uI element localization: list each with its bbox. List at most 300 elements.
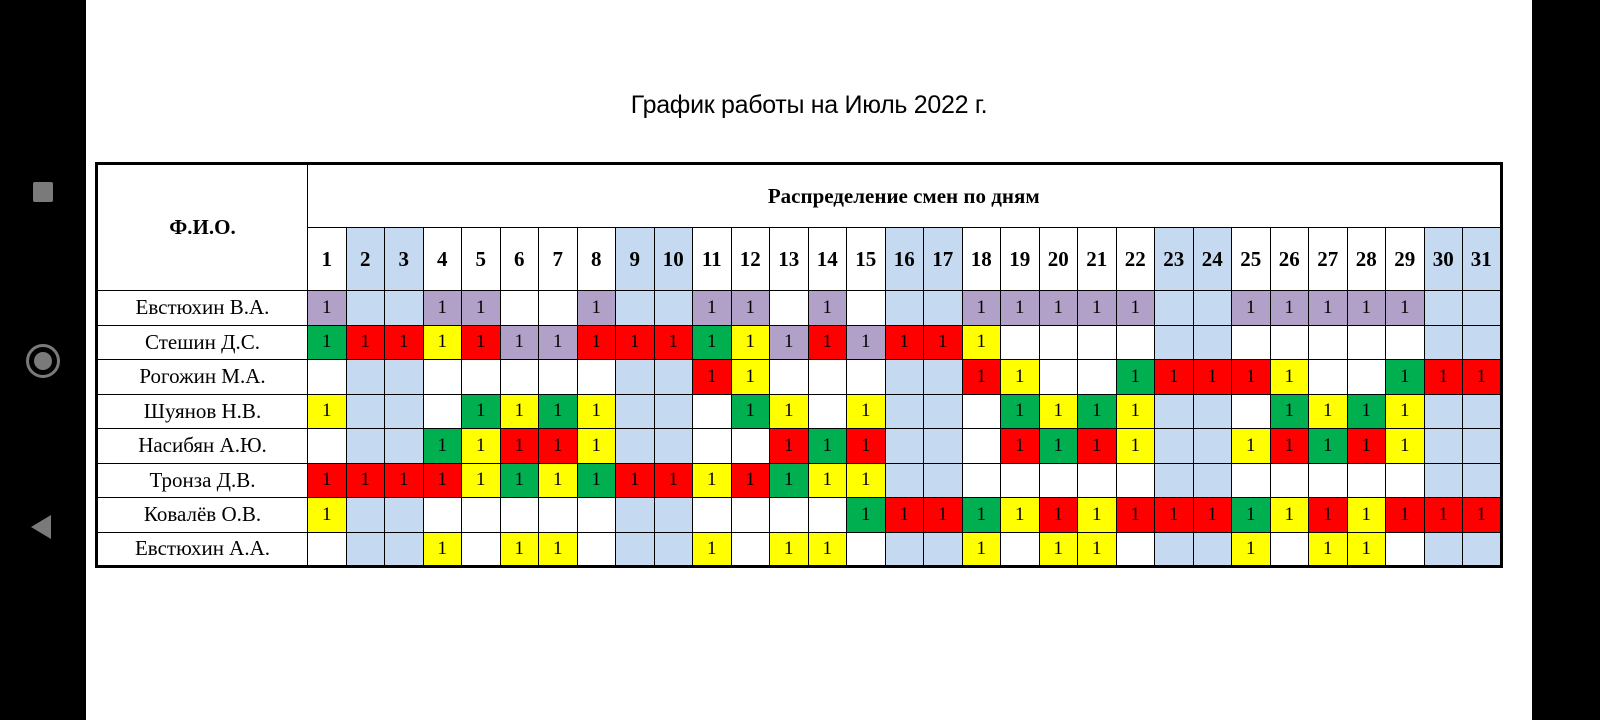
days-group-header: Распределение смен по дням bbox=[308, 164, 1502, 228]
empty-cell bbox=[1232, 325, 1271, 360]
back-triangle-icon bbox=[31, 515, 51, 539]
empty-cell bbox=[1193, 325, 1232, 360]
empty-cell bbox=[924, 360, 963, 395]
navigation-bar bbox=[0, 0, 86, 720]
shift-cell: 1 bbox=[1232, 429, 1271, 464]
day-header-12: 12 bbox=[731, 228, 770, 291]
empty-cell bbox=[924, 532, 963, 567]
shift-cell: 1 bbox=[1039, 429, 1078, 464]
day-header-27: 27 bbox=[1309, 228, 1348, 291]
empty-cell bbox=[1193, 463, 1232, 498]
shift-cell: 1 bbox=[539, 325, 578, 360]
shift-cell: 1 bbox=[847, 325, 886, 360]
empty-cell bbox=[885, 360, 924, 395]
empty-cell bbox=[1193, 394, 1232, 429]
empty-cell bbox=[1155, 291, 1194, 326]
empty-cell bbox=[654, 498, 693, 533]
empty-cell bbox=[1116, 325, 1155, 360]
square-icon bbox=[33, 182, 53, 202]
empty-cell bbox=[1463, 463, 1502, 498]
empty-cell bbox=[423, 498, 462, 533]
shift-cell: 1 bbox=[423, 532, 462, 567]
empty-cell bbox=[1155, 429, 1194, 464]
employee-name: Стешин Д.С. bbox=[97, 325, 308, 360]
empty-cell bbox=[654, 429, 693, 464]
empty-cell bbox=[1463, 291, 1502, 326]
empty-cell bbox=[346, 360, 385, 395]
shift-cell: 1 bbox=[500, 532, 539, 567]
empty-cell bbox=[346, 429, 385, 464]
day-header-14: 14 bbox=[808, 228, 847, 291]
empty-cell bbox=[1270, 463, 1309, 498]
shift-cell: 1 bbox=[423, 291, 462, 326]
shift-cell: 1 bbox=[539, 394, 578, 429]
day-header-2: 2 bbox=[346, 228, 385, 291]
empty-cell bbox=[1424, 394, 1463, 429]
empty-cell bbox=[654, 360, 693, 395]
empty-cell bbox=[616, 498, 655, 533]
empty-cell bbox=[616, 394, 655, 429]
shift-cell: 1 bbox=[1078, 291, 1117, 326]
empty-cell bbox=[693, 394, 732, 429]
shift-cell: 1 bbox=[423, 463, 462, 498]
shift-cell: 1 bbox=[1270, 394, 1309, 429]
empty-cell bbox=[1347, 325, 1386, 360]
shift-cell: 1 bbox=[962, 498, 1001, 533]
shift-cell: 1 bbox=[1347, 291, 1386, 326]
circle-icon bbox=[26, 344, 60, 378]
shift-cell: 1 bbox=[1039, 291, 1078, 326]
shift-cell: 1 bbox=[462, 325, 501, 360]
shift-cell: 1 bbox=[1386, 394, 1425, 429]
shift-cell: 1 bbox=[731, 291, 770, 326]
employee-name: Евстюхин А.А. bbox=[97, 532, 308, 567]
day-header-11: 11 bbox=[693, 228, 732, 291]
empty-cell bbox=[462, 532, 501, 567]
empty-cell bbox=[346, 291, 385, 326]
empty-cell bbox=[1155, 394, 1194, 429]
shift-cell: 1 bbox=[1078, 498, 1117, 533]
empty-cell bbox=[770, 498, 809, 533]
shift-cell: 1 bbox=[1463, 498, 1502, 533]
day-header-18: 18 bbox=[962, 228, 1001, 291]
empty-cell bbox=[654, 291, 693, 326]
table-row bbox=[97, 463, 1502, 498]
day-header-24: 24 bbox=[1193, 228, 1232, 291]
shift-cell: 1 bbox=[500, 394, 539, 429]
empty-cell bbox=[1193, 429, 1232, 464]
table-row bbox=[97, 429, 1502, 464]
shift-cell: 1 bbox=[1347, 532, 1386, 567]
shift-cell: 1 bbox=[539, 429, 578, 464]
empty-cell bbox=[616, 291, 655, 326]
page-title: График работы на Июль 2022 г. bbox=[630, 91, 988, 119]
empty-cell bbox=[500, 360, 539, 395]
empty-cell bbox=[1347, 463, 1386, 498]
shift-cell: 1 bbox=[770, 429, 809, 464]
empty-cell bbox=[1078, 325, 1117, 360]
shift-cell: 1 bbox=[1347, 498, 1386, 533]
shift-cell: 1 bbox=[1232, 291, 1271, 326]
empty-cell bbox=[1001, 463, 1040, 498]
empty-cell bbox=[885, 429, 924, 464]
empty-cell bbox=[1193, 291, 1232, 326]
empty-cell bbox=[1309, 360, 1348, 395]
shift-cell: 1 bbox=[1270, 360, 1309, 395]
empty-cell bbox=[1155, 325, 1194, 360]
day-header-7: 7 bbox=[539, 228, 578, 291]
empty-cell bbox=[693, 429, 732, 464]
shift-cell: 1 bbox=[1347, 394, 1386, 429]
shift-cell: 1 bbox=[962, 360, 1001, 395]
shift-cell: 1 bbox=[962, 532, 1001, 567]
empty-cell bbox=[924, 291, 963, 326]
empty-cell bbox=[731, 429, 770, 464]
shift-cell: 1 bbox=[962, 291, 1001, 326]
shift-cell: 1 bbox=[539, 532, 578, 567]
empty-cell bbox=[577, 498, 616, 533]
shift-cell: 1 bbox=[346, 325, 385, 360]
empty-cell bbox=[1039, 360, 1078, 395]
shift-cell: 1 bbox=[1309, 532, 1348, 567]
shift-cell: 1 bbox=[847, 429, 886, 464]
empty-cell bbox=[1386, 463, 1425, 498]
shift-cell: 1 bbox=[1309, 498, 1348, 533]
empty-cell bbox=[1424, 429, 1463, 464]
day-header-10: 10 bbox=[654, 228, 693, 291]
shift-cell: 1 bbox=[1116, 394, 1155, 429]
day-header-5: 5 bbox=[462, 228, 501, 291]
day-header-28: 28 bbox=[1347, 228, 1386, 291]
shift-cell: 1 bbox=[770, 325, 809, 360]
shift-cell: 1 bbox=[693, 463, 732, 498]
shift-cell: 1 bbox=[462, 429, 501, 464]
shift-cell: 1 bbox=[1001, 291, 1040, 326]
day-number-row bbox=[97, 228, 1502, 291]
empty-cell bbox=[308, 360, 347, 395]
shift-cell: 1 bbox=[423, 429, 462, 464]
empty-cell bbox=[616, 532, 655, 567]
day-header-15: 15 bbox=[847, 228, 886, 291]
shift-cell: 1 bbox=[808, 463, 847, 498]
empty-cell bbox=[1309, 463, 1348, 498]
employee-name: Евстюхин В.А. bbox=[97, 291, 308, 326]
empty-cell bbox=[731, 498, 770, 533]
empty-cell bbox=[423, 360, 462, 395]
empty-cell bbox=[385, 498, 424, 533]
empty-cell bbox=[1424, 532, 1463, 567]
empty-cell bbox=[1232, 394, 1271, 429]
shift-cell: 1 bbox=[577, 429, 616, 464]
shift-cell: 1 bbox=[385, 325, 424, 360]
empty-cell bbox=[1309, 325, 1348, 360]
shift-cell: 1 bbox=[924, 325, 963, 360]
shift-cell: 1 bbox=[731, 394, 770, 429]
empty-cell bbox=[1193, 532, 1232, 567]
shift-cell: 1 bbox=[1193, 360, 1232, 395]
day-header-8: 8 bbox=[577, 228, 616, 291]
day-header-9: 9 bbox=[616, 228, 655, 291]
shift-cell: 1 bbox=[616, 325, 655, 360]
table-row bbox=[97, 532, 1502, 567]
shift-cell: 1 bbox=[462, 463, 501, 498]
shift-cell: 1 bbox=[577, 325, 616, 360]
back-button[interactable] bbox=[22, 506, 64, 548]
empty-cell bbox=[308, 429, 347, 464]
shift-cell: 1 bbox=[1078, 394, 1117, 429]
recent-apps-button[interactable] bbox=[22, 171, 64, 213]
empty-cell bbox=[1463, 532, 1502, 567]
empty-cell bbox=[1001, 532, 1040, 567]
empty-cell bbox=[847, 291, 886, 326]
shift-cell: 1 bbox=[1232, 532, 1271, 567]
empty-cell bbox=[1039, 325, 1078, 360]
empty-cell bbox=[1001, 325, 1040, 360]
employee-name: Рогожин М.А. bbox=[97, 360, 308, 395]
empty-cell bbox=[885, 532, 924, 567]
empty-cell bbox=[462, 360, 501, 395]
shift-schedule-table bbox=[95, 162, 1503, 568]
employee-name: Насибян А.Ю. bbox=[97, 429, 308, 464]
empty-cell bbox=[308, 532, 347, 567]
empty-cell bbox=[885, 394, 924, 429]
shift-cell: 1 bbox=[1270, 429, 1309, 464]
empty-cell bbox=[808, 360, 847, 395]
shift-cell: 1 bbox=[808, 291, 847, 326]
shift-cell: 1 bbox=[770, 463, 809, 498]
table-row bbox=[97, 394, 1502, 429]
empty-cell bbox=[770, 360, 809, 395]
shift-cell: 1 bbox=[1116, 498, 1155, 533]
shift-cell: 1 bbox=[616, 463, 655, 498]
day-header-23: 23 bbox=[1155, 228, 1194, 291]
empty-cell bbox=[616, 429, 655, 464]
shift-cell: 1 bbox=[693, 325, 732, 360]
shift-cell: 1 bbox=[1347, 429, 1386, 464]
empty-cell bbox=[385, 429, 424, 464]
employee-name: Тронза Д.В. bbox=[97, 463, 308, 498]
shift-cell: 1 bbox=[1039, 498, 1078, 533]
shift-cell: 1 bbox=[1309, 291, 1348, 326]
shift-cell: 1 bbox=[346, 463, 385, 498]
empty-cell bbox=[1424, 325, 1463, 360]
shift-cell: 1 bbox=[1309, 429, 1348, 464]
shift-cell: 1 bbox=[693, 532, 732, 567]
shift-cell: 1 bbox=[539, 463, 578, 498]
shift-cell: 1 bbox=[462, 394, 501, 429]
shift-cell: 1 bbox=[1001, 429, 1040, 464]
empty-cell bbox=[654, 532, 693, 567]
day-header-4: 4 bbox=[423, 228, 462, 291]
shift-cell: 1 bbox=[885, 325, 924, 360]
shift-cell: 1 bbox=[308, 325, 347, 360]
name-column-header: Ф.И.О. bbox=[97, 164, 308, 291]
employee-name: Шуянов Н.В. bbox=[97, 394, 308, 429]
shift-cell: 1 bbox=[1232, 498, 1271, 533]
shift-cell: 1 bbox=[770, 394, 809, 429]
empty-cell bbox=[1424, 463, 1463, 498]
empty-cell bbox=[1078, 360, 1117, 395]
empty-cell bbox=[1232, 463, 1271, 498]
shift-cell: 1 bbox=[1155, 498, 1194, 533]
shift-cell: 1 bbox=[1001, 394, 1040, 429]
empty-cell bbox=[462, 498, 501, 533]
empty-cell bbox=[770, 291, 809, 326]
day-header-26: 26 bbox=[1270, 228, 1309, 291]
shift-cell: 1 bbox=[462, 291, 501, 326]
empty-cell bbox=[1116, 532, 1155, 567]
empty-cell bbox=[577, 532, 616, 567]
empty-cell bbox=[731, 532, 770, 567]
empty-cell bbox=[1270, 532, 1309, 567]
empty-cell bbox=[346, 394, 385, 429]
table-row bbox=[97, 360, 1502, 395]
shift-cell: 1 bbox=[1424, 498, 1463, 533]
table-row bbox=[97, 325, 1502, 360]
shift-cell: 1 bbox=[693, 291, 732, 326]
empty-cell bbox=[385, 532, 424, 567]
day-header-20: 20 bbox=[1039, 228, 1078, 291]
shift-cell: 1 bbox=[1386, 429, 1425, 464]
shift-cell: 1 bbox=[808, 429, 847, 464]
empty-cell bbox=[1116, 463, 1155, 498]
empty-cell bbox=[885, 463, 924, 498]
shift-cell: 1 bbox=[1116, 291, 1155, 326]
day-header-30: 30 bbox=[1424, 228, 1463, 291]
shift-cell: 1 bbox=[577, 291, 616, 326]
empty-cell bbox=[385, 360, 424, 395]
shift-cell: 1 bbox=[308, 291, 347, 326]
empty-cell bbox=[346, 532, 385, 567]
shift-cell: 1 bbox=[847, 394, 886, 429]
shift-cell: 1 bbox=[423, 325, 462, 360]
shift-cell: 1 bbox=[500, 325, 539, 360]
home-button[interactable] bbox=[22, 340, 64, 382]
empty-cell bbox=[616, 360, 655, 395]
empty-cell bbox=[346, 498, 385, 533]
shift-cell: 1 bbox=[308, 394, 347, 429]
empty-cell bbox=[385, 394, 424, 429]
empty-cell bbox=[1155, 532, 1194, 567]
document-page bbox=[86, 0, 1532, 720]
shift-cell: 1 bbox=[1193, 498, 1232, 533]
shift-cell: 1 bbox=[847, 498, 886, 533]
empty-cell bbox=[539, 498, 578, 533]
empty-cell bbox=[500, 291, 539, 326]
shift-cell: 1 bbox=[577, 394, 616, 429]
shift-cell: 1 bbox=[1001, 360, 1040, 395]
shift-cell: 1 bbox=[731, 360, 770, 395]
empty-cell bbox=[847, 360, 886, 395]
shift-cell: 1 bbox=[1386, 360, 1425, 395]
empty-cell bbox=[1386, 325, 1425, 360]
shift-cell: 1 bbox=[808, 532, 847, 567]
shift-cell: 1 bbox=[1039, 532, 1078, 567]
shift-cell: 1 bbox=[1078, 532, 1117, 567]
empty-cell bbox=[500, 498, 539, 533]
right-black-bar bbox=[1532, 0, 1600, 720]
empty-cell bbox=[1386, 532, 1425, 567]
day-header-16: 16 bbox=[885, 228, 924, 291]
day-header-3: 3 bbox=[385, 228, 424, 291]
empty-cell bbox=[1078, 463, 1117, 498]
empty-cell bbox=[962, 463, 1001, 498]
shift-cell: 1 bbox=[885, 498, 924, 533]
employee-name: Ковалёв О.В. bbox=[97, 498, 308, 533]
empty-cell bbox=[924, 394, 963, 429]
shift-cell: 1 bbox=[308, 498, 347, 533]
shift-cell: 1 bbox=[1116, 429, 1155, 464]
shift-cell: 1 bbox=[1232, 360, 1271, 395]
day-header-17: 17 bbox=[924, 228, 963, 291]
shift-cell: 1 bbox=[1463, 360, 1502, 395]
shift-cell: 1 bbox=[1116, 360, 1155, 395]
shift-cell: 1 bbox=[693, 360, 732, 395]
empty-cell bbox=[962, 429, 1001, 464]
day-header-29: 29 bbox=[1386, 228, 1425, 291]
empty-cell bbox=[1463, 429, 1502, 464]
empty-cell bbox=[539, 360, 578, 395]
empty-cell bbox=[924, 463, 963, 498]
day-header-31: 31 bbox=[1463, 228, 1502, 291]
empty-cell bbox=[885, 291, 924, 326]
empty-cell bbox=[654, 394, 693, 429]
empty-cell bbox=[385, 291, 424, 326]
empty-cell bbox=[1270, 325, 1309, 360]
empty-cell bbox=[924, 429, 963, 464]
empty-cell bbox=[1424, 291, 1463, 326]
shift-cell: 1 bbox=[1386, 498, 1425, 533]
empty-cell bbox=[1155, 463, 1194, 498]
empty-cell bbox=[1347, 360, 1386, 395]
empty-cell bbox=[1463, 394, 1502, 429]
shift-cell: 1 bbox=[654, 463, 693, 498]
day-header-22: 22 bbox=[1116, 228, 1155, 291]
empty-cell bbox=[1039, 463, 1078, 498]
empty-cell bbox=[847, 532, 886, 567]
shift-cell: 1 bbox=[500, 429, 539, 464]
shift-cell: 1 bbox=[1270, 498, 1309, 533]
shift-cell: 1 bbox=[654, 325, 693, 360]
table-row bbox=[97, 291, 1502, 326]
shift-cell: 1 bbox=[1039, 394, 1078, 429]
shift-cell: 1 bbox=[847, 463, 886, 498]
day-header-13: 13 bbox=[770, 228, 809, 291]
shift-cell: 1 bbox=[385, 463, 424, 498]
empty-cell bbox=[808, 498, 847, 533]
shift-cell: 1 bbox=[962, 325, 1001, 360]
shift-cell: 1 bbox=[500, 463, 539, 498]
day-header-6: 6 bbox=[500, 228, 539, 291]
day-header-19: 19 bbox=[1001, 228, 1040, 291]
day-header-25: 25 bbox=[1232, 228, 1271, 291]
empty-cell bbox=[423, 394, 462, 429]
shift-cell: 1 bbox=[308, 463, 347, 498]
shift-cell: 1 bbox=[924, 498, 963, 533]
day-header-21: 21 bbox=[1078, 228, 1117, 291]
empty-cell bbox=[1463, 325, 1502, 360]
empty-cell bbox=[962, 394, 1001, 429]
shift-cell: 1 bbox=[1270, 291, 1309, 326]
shift-cell: 1 bbox=[808, 325, 847, 360]
shift-cell: 1 bbox=[1001, 498, 1040, 533]
empty-cell bbox=[693, 498, 732, 533]
shift-cell: 1 bbox=[577, 463, 616, 498]
shift-cell: 1 bbox=[1309, 394, 1348, 429]
day-header-1: 1 bbox=[308, 228, 347, 291]
shift-cell: 1 bbox=[731, 463, 770, 498]
table-row bbox=[97, 498, 1502, 533]
